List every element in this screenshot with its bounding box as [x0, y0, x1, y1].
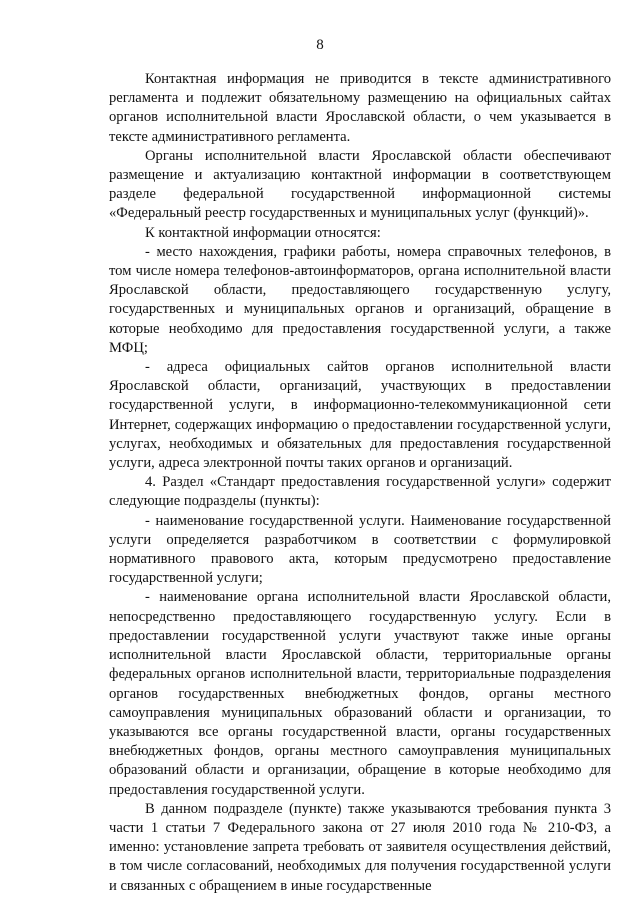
paragraph-requirements-article-7: В данном подразделе (пункте) также указываются требования пункта 3 части 1 статьи 7 Федерального закона от 27 июля 2010 года № 210-ФЗ, а именно: установление запрета требовать от заявителя осуществления действий, в том числе согласований, необходимых для получения государственной услуги и связанных с обращением в иные государственные [109, 800, 611, 894]
list-item-service-name: - наименование государственной услуги. Наименование государственной услуги определяется разработчиком в соответствии с формулировкой нормативного правового акта, которым предусмотрено предоставление государственной услуги; [109, 512, 611, 587]
list-item-location-schedules: - место нахождения, графики работы, номера справочных телефонов, в том числе номера телефонов-автоинформаторов, органа исполнительной власти Ярославской области, предоставляющего государственную услугу, государственных и муниципальных органов и организаций, обращение в которые необходимо для предоставления государственной услуги, а также МФЦ; [109, 243, 611, 356]
paragraph-section-4-standard: 4. Раздел «Стандарт предоставления государственной услуги» содержит следующие подразделы (пункты): [109, 474, 611, 510]
document-body [109, 70, 611, 896]
page-number: 8 [316, 37, 324, 53]
paragraph-contact-info-intro: К контактной информации относятся: [145, 224, 381, 241]
list-item-authority-name: - наименование органа исполнительной власти Ярославской области, непосредственно предоставляющего государственную услугу. Если в предоставлении государственной услуги участвуют также иные органы исполнительной власти Ярославской области, территориальные органы федеральных органов исполнительной власти, территориальные подразделения органов государственных внебюджетных фондов, органы местного самоуправления муниципальных образований области и организации, то указываются все органы государственной власти, органы государственных внебюджетных фондов, органы местного самоуправления муниципальных образований области и организации, обращение в которые необходимо для предоставления государственной услуги. [109, 589, 611, 798]
list-item-website-addresses: - адреса официальных сайтов органов исполнительной власти Ярославской области, организаций, участвующих в предоставлении государственной услуги, в информационно-телекоммуникационной сети Интернет, содержащих информацию о предоставлении государственной услуги, услугах, необходимых и обязательных для предоставления государственной услуги, адреса электронной почты таких органов и организаций. [109, 359, 611, 472]
paragraph-contact-info-note: Контактная информация не приводится в тексте административного регламента и подлежит обязательному размещению на официальных сайтах органов исполнительной власти Ярославской области, о чем указывается в тексте административного регламента. [109, 71, 611, 145]
paragraph-contact-info-placement: Органы исполнительной власти Ярославской области обеспечивают размещение и актуализацию контактной информации в соответствующем разделе федеральной государственной информационной системы «Федеральный реестр государственных и муниципальных услуг (функций)». [109, 147, 611, 222]
